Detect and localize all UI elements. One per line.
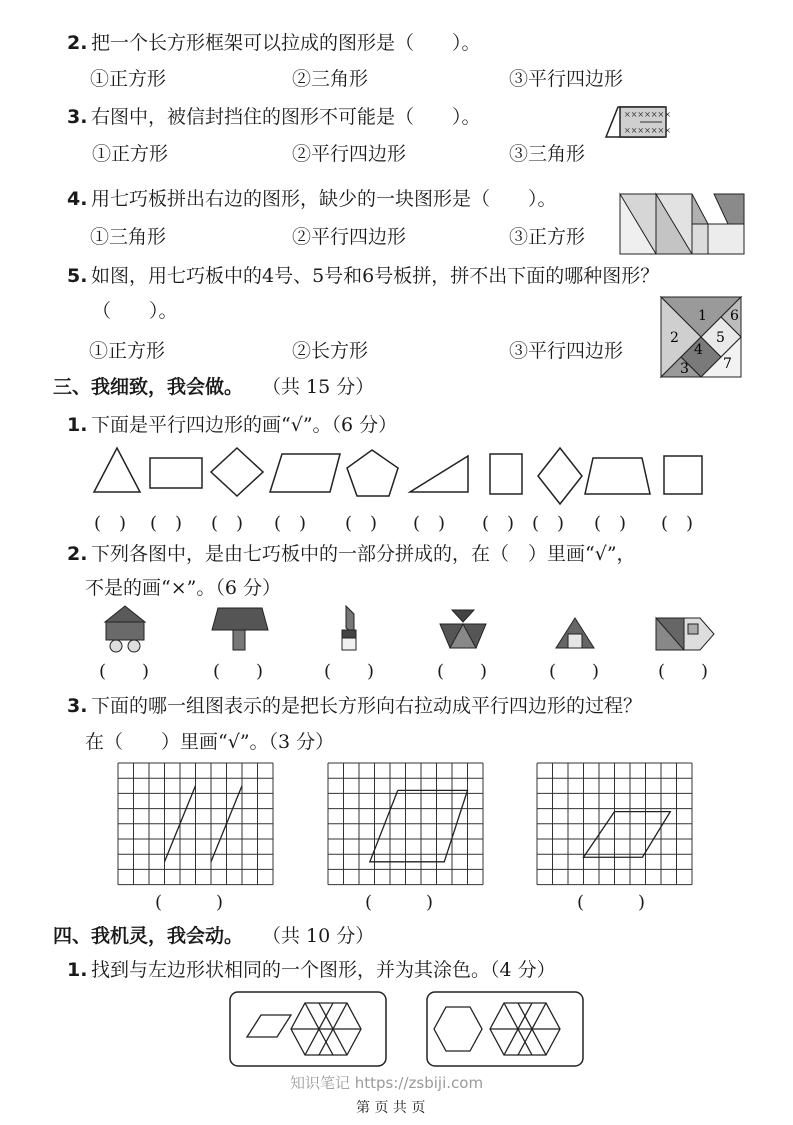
s3p3-text2: 在（ ）里画“√”。（3 分）	[85, 731, 335, 753]
piece-label-3: 3	[680, 361, 689, 377]
s3p2-text: 下列各图中，是由七巧板中的一部分拼成的，在（ ）里画“√”，	[91, 543, 636, 565]
q3-text: 右图中，被信封挡住的图形不可能是（ ）。	[91, 106, 481, 128]
blank-p3-2[interactable]: ( )	[365, 892, 434, 913]
q3-number: 3.	[67, 106, 88, 128]
q4-option-1: ①三角形	[90, 226, 167, 248]
s3p1-number: 1.	[67, 414, 88, 436]
q3-option-2: ②平行四边形	[292, 143, 407, 165]
shape-match-box-1	[229, 991, 387, 1067]
q2-option-1: ①正方形	[90, 68, 167, 90]
section4-score: （共 10 分）	[262, 925, 375, 947]
blank-5[interactable]: ( )	[345, 513, 378, 534]
q5-option-2: ②长方形	[292, 340, 369, 362]
tangram-square-figure	[660, 296, 742, 378]
blank-p2-4[interactable]: ( )	[437, 661, 488, 682]
blank-4[interactable]: ( )	[274, 513, 307, 534]
q2-option-3: ③平行四边形	[509, 68, 624, 90]
piece-label-7: 7	[723, 356, 732, 372]
blank-p3-1[interactable]: ( )	[155, 892, 224, 913]
blank-p2-1[interactable]: ( )	[99, 661, 150, 682]
shapes-row	[0, 446, 793, 506]
s3p1-text: 下面是平行四边形的画“√”。（6 分）	[91, 414, 398, 436]
s4p1-text: 找到与左边形状相同的一个图形，并为其涂色。（4 分）	[91, 959, 556, 981]
blank-p2-2[interactable]: ( )	[213, 661, 264, 682]
blank-8[interactable]: ( )	[532, 513, 565, 534]
q4-number: 4.	[67, 188, 88, 210]
piece-label-1: 1	[698, 308, 707, 324]
grid-figure-1	[118, 763, 278, 885]
s3p2-text2: 不是的画“×”。（6 分）	[85, 577, 281, 599]
shape-match-box-2	[426, 991, 584, 1067]
blank-9[interactable]: ( )	[594, 513, 627, 534]
q4-option-2: ②平行四边形	[292, 226, 407, 248]
blank-1[interactable]: ( )	[94, 513, 127, 534]
s3p2-number: 2.	[67, 543, 88, 565]
grid-figure-2	[328, 763, 488, 885]
q2-text: 把一个长方形框架可以拉成的图形是（ ）。	[91, 32, 481, 54]
blank-p2-3[interactable]: ( )	[324, 661, 375, 682]
s3p3-text: 下面的哪一组图表示的是把长方形向右拉动成平行四边形的过程？	[91, 695, 643, 717]
watermark: 知识笔记 https://zsbiji.com	[290, 1074, 484, 1092]
blank-p2-5[interactable]: ( )	[549, 661, 600, 682]
q4-text: 用七巧板拼出右边的图形，缺少的一块图形是（ ）。	[91, 188, 557, 210]
piece-label-2: 2	[670, 330, 679, 346]
q5-number: 5.	[67, 265, 88, 287]
blank-p3-3[interactable]: ( )	[577, 892, 646, 913]
q3-option-1: ①正方形	[92, 143, 169, 165]
q5-option-3: ③平行四边形	[509, 340, 624, 362]
blank-10[interactable]: ( )	[661, 513, 694, 534]
tangram-pictures-row	[0, 604, 793, 656]
blank-6[interactable]: ( )	[413, 513, 446, 534]
piece-label-6: 6	[730, 308, 739, 324]
q3-option-3: ③三角形	[509, 143, 586, 165]
svg-text:×××××××: ×××××××	[624, 110, 671, 119]
q2-number: 2.	[67, 32, 88, 54]
q2-option-2: ②三角形	[292, 68, 369, 90]
svg-text:×××××××: ×××××××	[624, 126, 671, 135]
s4p1-number: 1.	[67, 959, 88, 981]
envelope-figure	[604, 105, 671, 141]
blank-2[interactable]: ( )	[150, 513, 183, 534]
section3-score: （共 15 分）	[262, 376, 375, 398]
q5-option-1: ①正方形	[89, 340, 166, 362]
q5-text: 如图，用七巧板中的4号、5号和6号板拼，拼不出下面的哪种图形？	[91, 265, 660, 287]
blank-3[interactable]: ( )	[211, 513, 244, 534]
page-number: 第 页 共 页	[356, 1100, 426, 1116]
s3p3-number: 3.	[67, 695, 88, 717]
tangram-missing-figure	[618, 192, 746, 256]
blank-7[interactable]: ( )	[482, 513, 515, 534]
grid-figure-3	[537, 763, 697, 885]
piece-label-5: 5	[716, 330, 725, 346]
piece-label-4: 4	[694, 342, 703, 358]
blank-p2-6[interactable]: ( )	[658, 661, 709, 682]
section3-title: 三、我细致，我会做。	[53, 376, 244, 398]
q5-blank: （ ）。	[92, 300, 178, 322]
q4-option-3: ③正方形	[509, 226, 586, 248]
section4-title: 四、我机灵，我会动。	[53, 925, 244, 947]
